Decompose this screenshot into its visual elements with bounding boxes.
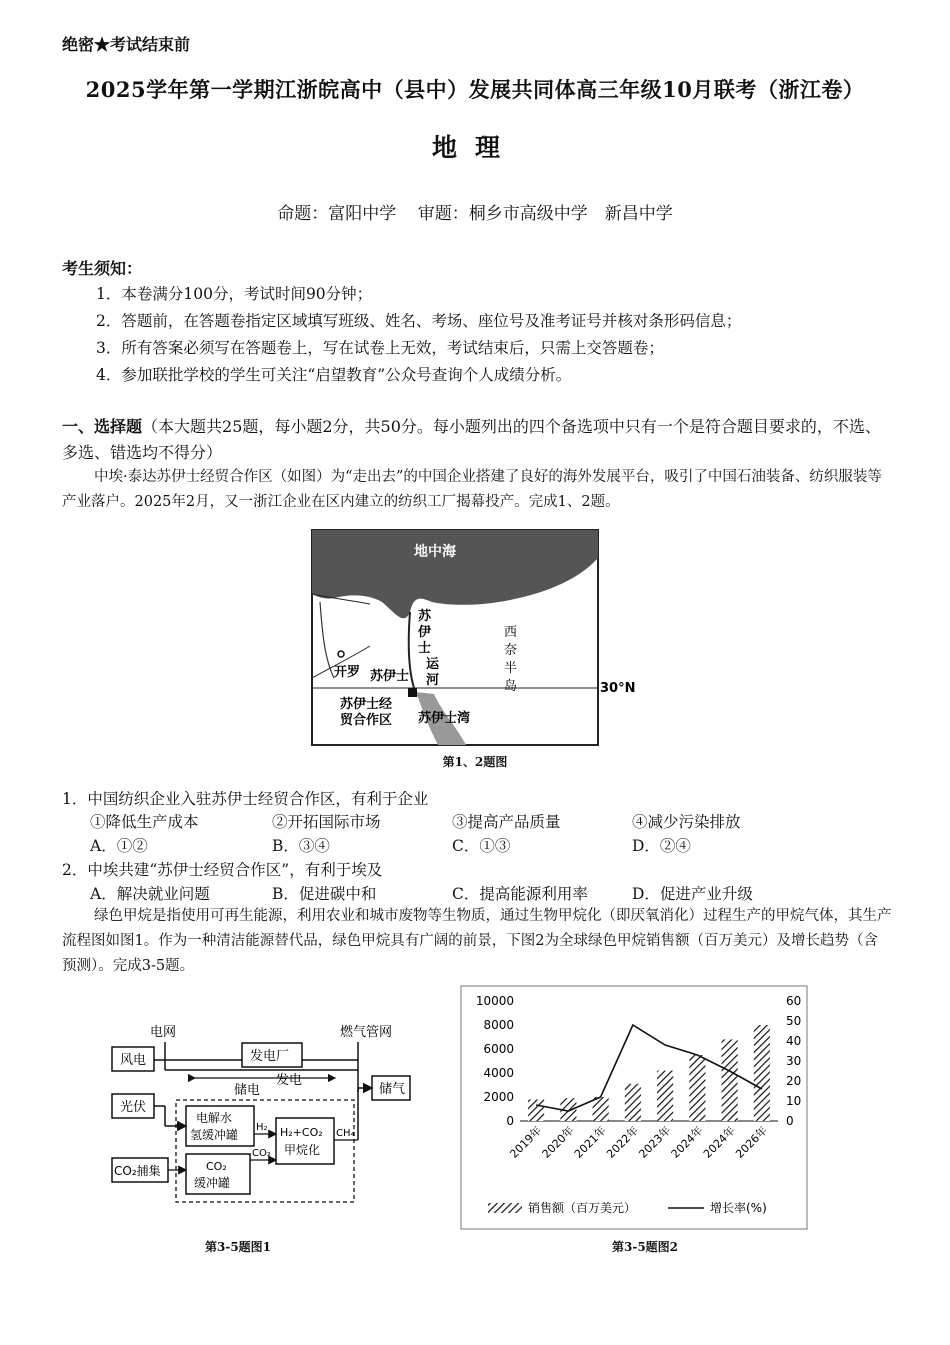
x-tick-label: 2023年 (636, 1123, 674, 1161)
question-1-stem: 1．中国纺织企业入驻苏伊士经贸合作区，有利于企业 (62, 790, 429, 808)
question-2-stem: 2．中埃共建“苏伊士经贸合作区”，有利于埃及 (62, 861, 383, 879)
h2-tank-label: 氢缓冲罐 (190, 1128, 239, 1142)
q1-option-b[interactable]: B．③④ (272, 837, 330, 855)
wind-label: 风电 (120, 1053, 147, 1068)
q1-item: ①降低生产成本 (90, 813, 199, 831)
x-tick-label: 2020年 (539, 1123, 577, 1161)
gulf-label: 苏伊士湾 (418, 711, 471, 726)
y-right-tick-label: 60 (786, 994, 802, 1008)
y-right-tick-label: 40 (786, 1034, 802, 1048)
y-left-tick-label: 0 (506, 1114, 514, 1128)
notice-heading: 考生须知： (62, 259, 143, 278)
notice-item: 3．所有答案必须写在答题卷上，写在试卷上无效，考试结束后，只需上交答题卷； (96, 339, 664, 357)
peninsula-label: 半 (504, 661, 518, 676)
sales-bar (754, 1025, 770, 1121)
y-left-tick-label: 10000 (475, 994, 514, 1008)
zone-label: 苏伊士经 (340, 697, 393, 712)
section-label: 一、选择题 (62, 417, 143, 436)
passage-1: 中埃·泰达苏伊士经贸合作区（如图）为“走出去”的中国企业搭建了良好的海外发展平台，吸引了中国石油装备、纺织服装等产业落户。2025年2月，又一浙江企业在区内建立的纺织工厂揭幕投产。完成1、2题。 (62, 469, 882, 510)
q2-option-c[interactable]: C．提高能源利用率 (452, 885, 588, 903)
electrolysis-label: 电解水 (196, 1111, 233, 1125)
notice-item: 2．答题前，在答题卷指定区域填写班级、姓名、考场、座位号及准考证号并核对条形码信息； (96, 312, 742, 330)
latitude-label: 30°N (600, 681, 636, 696)
map-caption: 第1、2题图 (442, 755, 508, 769)
x-tick-label: 2022年 (604, 1123, 641, 1161)
canal-label: 伊 (418, 625, 432, 640)
canal-label: 运 (426, 657, 440, 672)
canal-label: 苏 (418, 609, 432, 624)
zone-label: 贸合作区 (340, 713, 393, 728)
sales-bar (722, 1039, 738, 1121)
q1-option-d[interactable]: D．②④ (632, 837, 691, 855)
x-tick-label: 2021年 (571, 1123, 609, 1161)
buffer-tank-label: 缓冲罐 (194, 1176, 231, 1190)
co2-label: CO₂ (252, 1148, 271, 1159)
peninsula-label: 岛 (504, 679, 518, 694)
methanation-input-label: H₂+CO₂ (280, 1126, 323, 1139)
q2-option-d[interactable]: D．促进产业升级 (632, 885, 753, 903)
ch4-label: CH₄ (336, 1128, 355, 1139)
grid-label: 电网 (150, 1025, 177, 1040)
y-right-tick-label: 20 (786, 1074, 802, 1088)
suez-city-label: 苏伊士 (370, 669, 410, 684)
x-tick-label: 2026年 (733, 1123, 770, 1161)
q2-option-a[interactable]: A．解决就业问题 (90, 885, 210, 903)
gen-label: 发电 (276, 1073, 303, 1088)
legend-growth: 增长率(%) (710, 1201, 767, 1215)
q1-item: ③提高产品质量 (452, 813, 561, 831)
q1-item: ④减少污染排放 (632, 813, 741, 831)
section-heading (62, 414, 892, 466)
peninsula-label: 西 (504, 625, 518, 640)
y-right-tick-label: 30 (786, 1054, 802, 1068)
reviewer: 审题：桐乡市高级中学 新昌中学 (417, 204, 673, 224)
sales-bar (528, 1099, 544, 1121)
peninsula-label: 奈 (504, 643, 518, 658)
cairo-label: 开罗 (334, 665, 361, 680)
y-left-tick-label: 6000 (483, 1042, 514, 1056)
y-left-tick-label: 2000 (483, 1090, 514, 1104)
x-tick-label: 2024年 (700, 1123, 738, 1161)
methanation-box (276, 1118, 334, 1164)
methane-chart (460, 985, 810, 1231)
q1-item: ②开拓国际市场 (272, 813, 381, 831)
q1-option-a[interactable]: A．①② (90, 837, 148, 855)
y-right-tick-label: 10 (786, 1094, 802, 1108)
y-right-tick-label: 0 (786, 1114, 794, 1128)
section-desc: （本大题共25题，每小题2分，共50分。每小题列出的四个备选项中只有一个是符合题目要求的，不选、多选、错选均不得分） (62, 417, 881, 462)
exam-title: 2025学年第一学期江浙皖高中（县中）发展共同体高三年级10月联考（浙江卷） (85, 77, 865, 102)
flow-diagram (100, 1020, 440, 1220)
setter: 命题：富阳中学 (277, 204, 397, 224)
q2-option-b[interactable]: B．促进碳中和 (272, 885, 377, 903)
gasstore-label: 储气 (379, 1082, 406, 1097)
methanation-label: 甲烷化 (284, 1143, 321, 1157)
notice-item: 4．参加联批学校的学生可关注“启望教育”公众号查询个人成绩分析。 (96, 366, 572, 384)
chart-caption: 第3-5题图2 (612, 1240, 679, 1254)
q1-option-c[interactable]: C．①③ (452, 837, 511, 855)
x-tick-label: 2019年 (507, 1123, 545, 1161)
passage-2: 绿色甲烷是指使用可再生能源，利用农业和城市废物等生物质，通过生物甲烷化（即厌氧消化）过程生产的甲烷气体，其生产流程图如图1。作为一种清洁能源替代品，绿色甲烷具有广阔的前景，下图2为全球绿色甲烷销售额（百万美元）及增长趋势（含预测）。完成3-5题。 (62, 908, 892, 974)
secret-label: 绝密★考试结束前 (62, 35, 191, 54)
authors-line (0, 199, 950, 224)
y-left-tick-label: 4000 (483, 1066, 514, 1080)
pv-label: 光伏 (120, 1100, 147, 1115)
sales-bar (689, 1055, 705, 1121)
plant-label: 发电厂 (250, 1049, 290, 1064)
sales-bar (593, 1097, 609, 1121)
canal-label: 河 (426, 673, 440, 688)
legend-bar-swatch (488, 1203, 522, 1213)
h2-label: H₂ (256, 1122, 268, 1133)
co2-buffer-label: CO₂ (206, 1160, 227, 1173)
sea-label: 地中海 (414, 544, 456, 560)
canal-label: 士 (418, 641, 432, 656)
x-tick-label: 2024年 (668, 1123, 706, 1161)
flow-caption: 第3-5题图1 (205, 1240, 272, 1254)
gasnet-label: 燃气管网 (340, 1025, 393, 1040)
suez-map (310, 528, 640, 748)
legend-sales: 销售额（百万美元） (528, 1201, 637, 1215)
sales-bar (625, 1084, 641, 1121)
sales-bar (657, 1071, 673, 1121)
store-label: 储电 (234, 1083, 261, 1098)
y-left-tick-label: 8000 (483, 1018, 514, 1032)
zone-marker (408, 688, 417, 697)
capture-label: CO₂捕集 (114, 1164, 161, 1178)
notice-item: 1．本卷满分100分，考试时间90分钟； (96, 285, 373, 303)
y-right-tick-label: 50 (786, 1014, 802, 1028)
subject-title: 地理 (431, 133, 518, 162)
